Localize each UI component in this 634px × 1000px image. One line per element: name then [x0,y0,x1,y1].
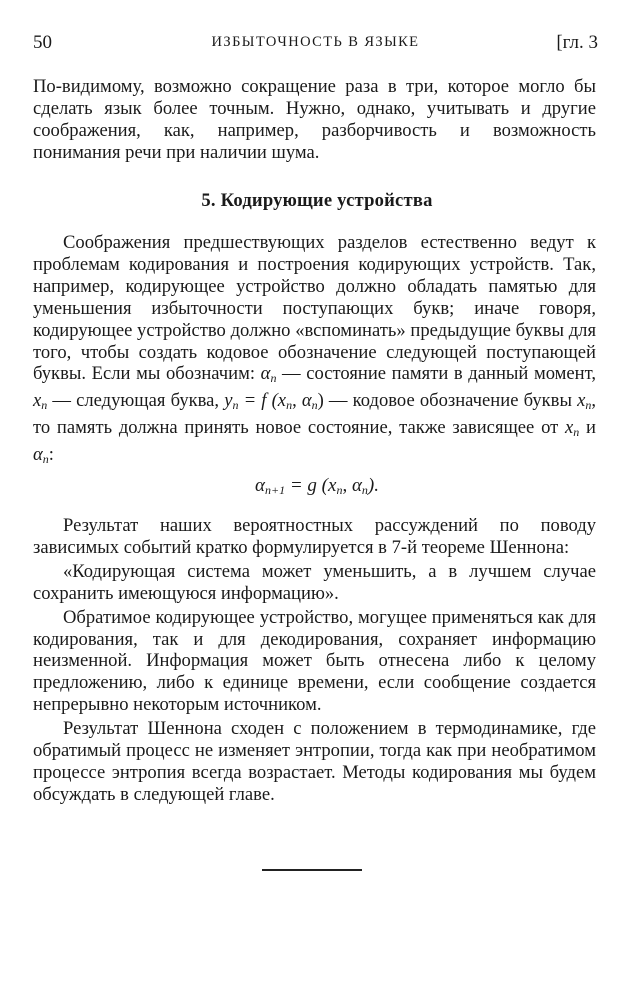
formula-memory-state [0,475,634,498]
formula-x: x [328,475,337,496]
para1-fragment: : [48,444,54,466]
math-alpha: α [260,363,271,385]
para1-block [33,232,596,471]
formula-sub: n+1 [264,483,286,497]
para1-fragment: и [579,417,596,439]
intro-paragraph: По-видимому, возможно сокращение раза в три, которое могло бы сделать язык более точным. Нужно, однако, учитывать и другие соображения, как, например, разборчивость и возможность понимания речи при наличии шума. [33,76,596,163]
page-header [33,32,598,56]
para1-fragment: — следующая буква, [47,390,225,412]
formula-close: ). [367,475,379,496]
math-x: x [577,390,586,412]
math-sub: n [573,425,580,440]
math-alpha: α [301,390,312,412]
formula-alpha: α [351,475,362,496]
chapter-marker: [гл. 3 [556,32,598,53]
formula-eq: = g ( [285,475,328,496]
math-x: x [565,417,574,439]
section-title: 5. Кодирующие устройства [201,190,433,211]
math-x: x [33,390,42,412]
formula-sub: n [361,483,368,497]
paragraph-theorem-quote: «Кодирующая система может уменьшить, а в лучшем случае сохранить имеющуюся информацию». [33,560,596,604]
math-sub: n [41,398,48,413]
math-eq-f: = f ( [238,390,278,412]
paragraph-reversible: Обратимое кодирующее устройство, могущее применяться как для кодирования, так и для декодирования, сохраняет информацию неизменной. Информация может быть отнесена либо к целому предложению, либо к единице времени, если сообщение создается непрерывно некоторым источником. [33,606,596,716]
para2-block [33,515,596,806]
math-sub: n [311,398,318,413]
para1-fragment: , то память должна принять новое состояние, также зависящее от [33,390,596,439]
paragraph-coding-devices [33,232,596,471]
math-alpha: α [33,444,43,466]
math-sub: n [286,398,293,413]
end-rule [262,869,362,871]
formula-sub: n [336,483,343,497]
math-y: y [224,390,233,412]
para1-text: Соображения предшествующих разделов естественно ведут к проблемам кодирования и построения кодирующих устройств. Так, например, кодирующее устройство должно обладать памятью для уменьшения избыточности поступающих букв; иначе говоря, кодирующее устройство должно «вспоминать» предыдущие буквы для того, чтобы создать кодовое обозначение следующей поступающей буквы. Если мы обозначим: [33,232,596,385]
math-sub: n [270,371,277,386]
math-x: x [277,390,287,412]
para1-fragment: — состояние памяти в данный момент, [276,363,597,385]
page-number: 50 [33,32,52,53]
formula-alpha: α [255,475,265,496]
para1-fragment: ) — кодовое обозначение буквы [317,390,578,412]
running-title: ИЗБЫТОЧНОСТЬ В ЯЗЫКЕ [211,34,420,50]
intro-block [33,76,596,164]
math-sub: n [232,398,239,413]
formula-comma: , [342,475,352,496]
paragraph-thermodynamics: Результат Шеннона сходен с положением в термодинамике, где обратимый процесс не изменяет энтропии, тогда как при необратимом процессе энтропия всегда возрастает. Методы кодирования мы будем обсуждать в следующей главе. [33,718,596,805]
math-sub: n [585,398,592,413]
paragraph-theorem-intro: Результат наших вероятностных рассуждений по поводу зависимых событий кратко формулируется в 7-й теореме Шеннона: [33,515,596,558]
math-comma: , [292,390,302,412]
math-sub: n [42,452,49,467]
